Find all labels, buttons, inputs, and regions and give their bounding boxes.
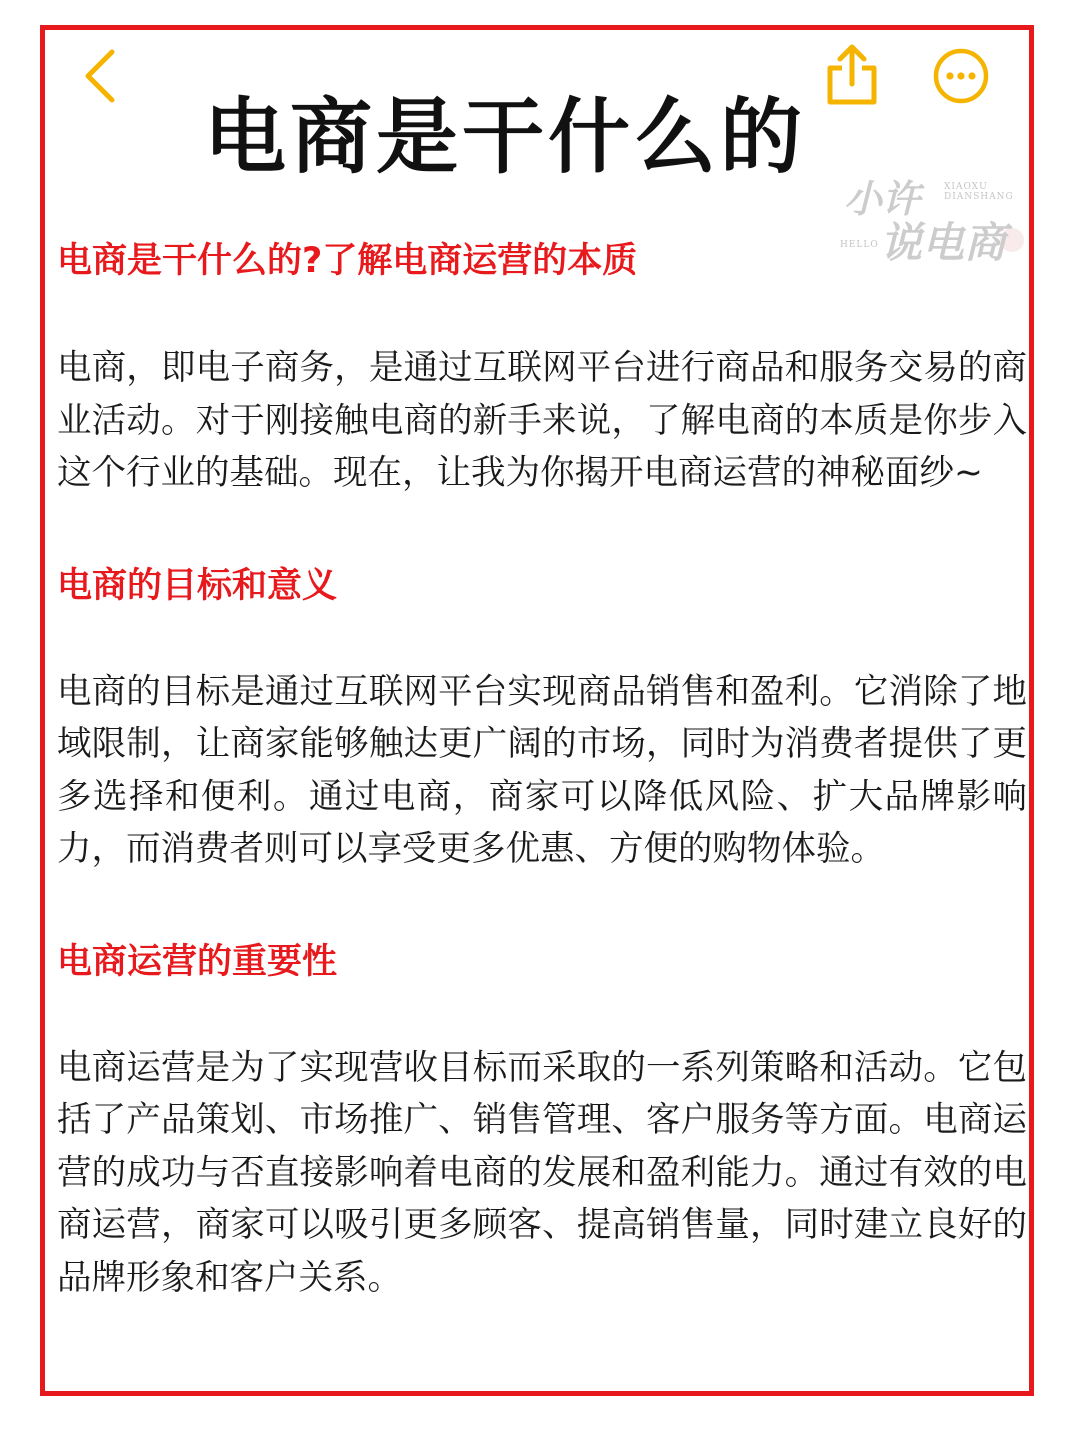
section-paragraph: 电商，即电子商务，是通过互联网平台进行商品和服务交易的商业活动。对于刚接触电商的新手来说，了解电商的本质是你步入这个行业的基础。现在，让我为你揭开电商运营的神秘面纱~ [57,348,1027,493]
section-paragraph: 电商运营是为了实现营收目标而采取的一系列策略和活动。它包括了产品策划、市场推广、销售管理、客户服务等方面。电商运营的成功与否直接影响着电商的发展和盈利能力。通过有效的电商运营，商家可以吸引更多顾客、提高销售量，同时建立良好的品牌形象和客户关系。 [57,1047,1027,1298]
watermark-line1: 小许 [844,176,921,221]
watermark-line2: 说电商 [880,218,1007,267]
section-heading: 电商运营的重要性 [57,941,338,982]
page-title: 电商是干什么的 [203,90,806,185]
section-heading: 电商的目标和意义 [57,565,338,606]
section-heading: 电商是干什么的?了解电商运营的本质 [57,241,638,281]
section-paragraph: 电商的目标是通过互联网平台实现商品销售和盈利。它消除了地域限制，让商家能够触达更广阔的市场，同时为消费者提供了更多选择和便利。通过电商，商家可以降低风险、扩大品牌影响力，而消费者则可以享受更多优惠、方便的购物体验。 [57,671,1027,869]
watermark-sub2: HELLO [840,240,879,250]
article-body [57,232,1027,1304]
watermark-sub1: XIAOXU DIANSHANG [944,182,1014,202]
